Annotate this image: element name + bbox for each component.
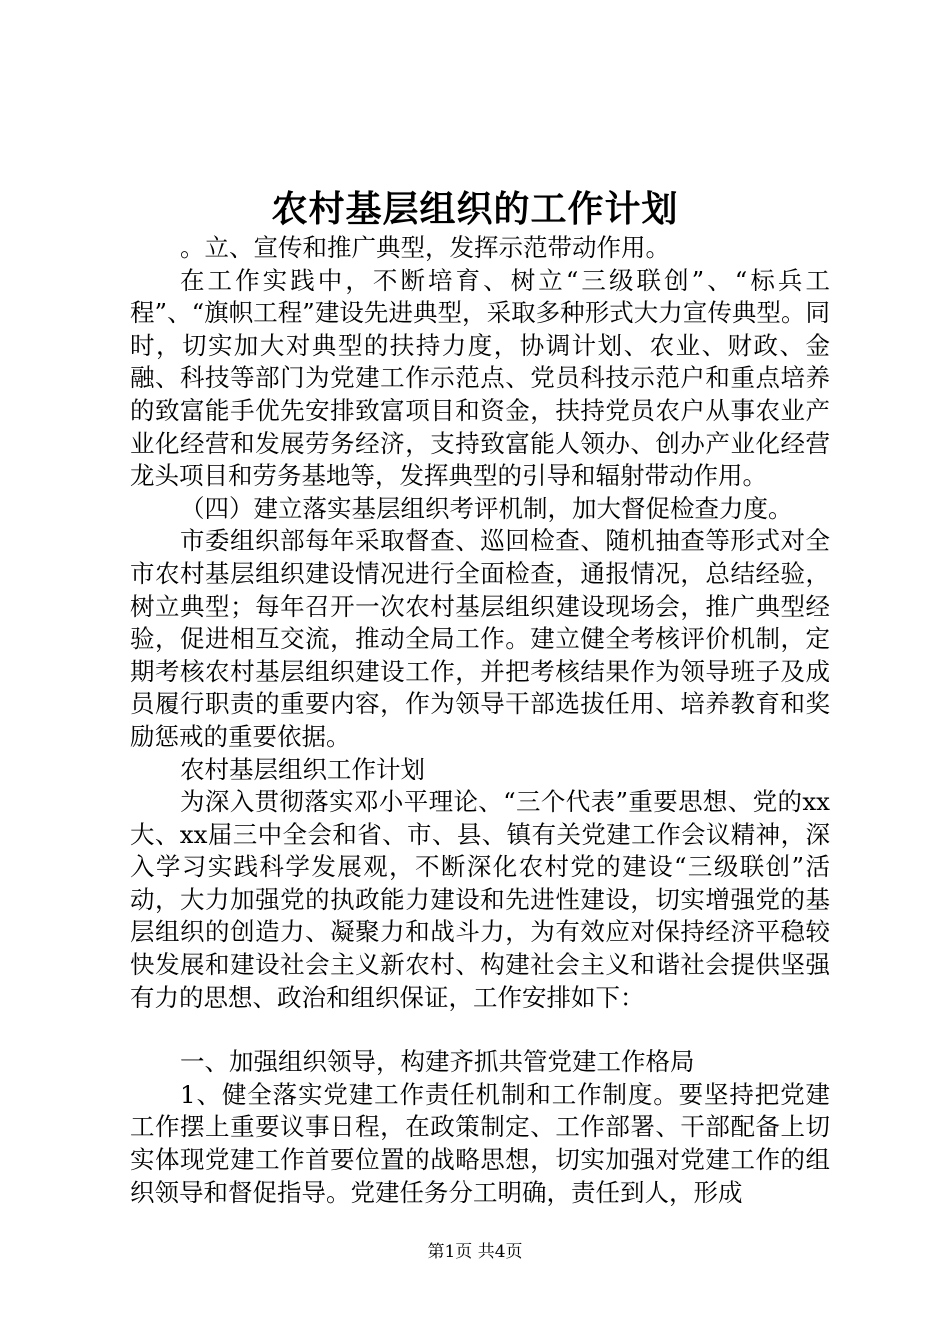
section-heading: 一、加强组织领导，构建齐抓共管党建工作格局 <box>180 1047 695 1077</box>
page-footer: 第1页 共4页 <box>427 1242 523 1262</box>
paragraph: 市委组织部每年采取督查、巡回检查、随机抽查等形式对全市农村基层组织建设情况进行全面检查，通报情况，总结经验，树立典型；每年召开一次农村基层组织建设现场会，推广典型经验，促进相互交流，推动全局工作。建立健全考核评价机制，定期考核农村基层组织建设工作，并把考核结果作为领导班子及成员履行职责的重要内容，作为领导干部选拔任用、培养教育和奖励惩戒的重要依据。 <box>130 526 830 751</box>
document-body <box>130 232 830 1209</box>
section-heading: （四）建立落实基层组织考评机制，加大督促检查力度。 <box>180 493 793 523</box>
paragraph: 为深入贯彻落实邓小平理论、“三个代表”重要思想、党的xx大、xx届三中全会和省、市、县、镇有关党建工作会议精神，深入学习实践科学发展观，不断深化农村党的建设“三级联创”活动，大力加强党的执政能力建设和先进性建设，切实增强党的基层组织的创造力、凝聚力和战斗力，为有效应对保持经济平稳较快发展和建设社会主义新农村、构建社会主义和谐社会提供坚强有力的思想、政治和组织保证，工作安排如下： <box>130 787 830 1012</box>
subtitle: 农村基层组织工作计划 <box>180 754 425 784</box>
paragraph: 在工作实践中，不断培育、树立“三级联创”、“标兵工程”、“旗帜工程”建设先进典型，采取多种形式大力宣传典型。同时，切实加大对典型的扶持力度，协调计划、农业、财政、金融、科技等部门为党建工作示范点、党员科技示范户和重点培养的致富能手优先安排致富项目和资金，扶持党员农户从事农业产业化经营和发展劳务经济，支持致富能人领办、创办产业化经营龙头项目和劳务基地等，发挥典型的引导和辐射带动作用。 <box>130 265 830 491</box>
paragraph: 。立、宣传和推广典型，发挥示范带动作用。 <box>180 233 670 262</box>
paragraph: 1、健全落实党建工作责任机制和工作制度。要坚持把党建工作摆上重要议事日程，在政策制定、工作部署、干部配备上切实体现党建工作首要位置的战略思想，切实加强对党建工作的组织领导和督促指导。党建任务分工明确，责任到人，形成 <box>130 1079 830 1207</box>
document-title: 农村基层组织的工作计划 <box>271 188 679 230</box>
